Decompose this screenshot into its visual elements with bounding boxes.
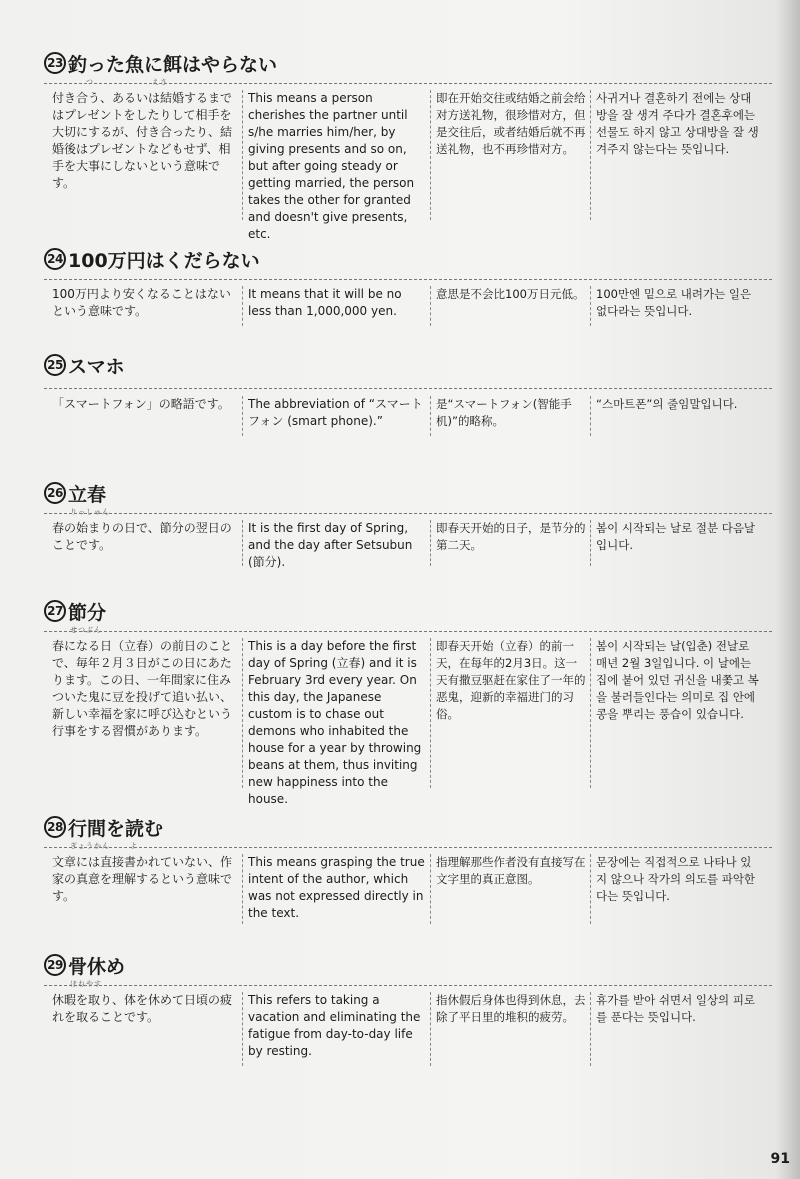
entry-heading — [44, 812, 163, 842]
chinese-explanation: 即在开始交往或结婚之前会给对方送礼物，很珍惜对方，但是交往后，或者结婚后就不再送礼物，也不再珍惜对方。 — [436, 91, 586, 156]
japanese-explanation: 休暇を取り、体を休めて日頃の疲れを取ることです。 — [52, 993, 233, 1024]
entry-heading — [44, 48, 277, 78]
heading-rule — [44, 985, 772, 986]
column-divider — [430, 286, 431, 326]
column-divider — [590, 90, 591, 220]
furigana: つ — [86, 78, 94, 86]
column-divider — [590, 286, 591, 326]
column-divider — [590, 638, 591, 788]
chinese-explanation: 指理解那些作者没有直接写在文字里的真正意图。 — [436, 855, 586, 886]
column-divider — [590, 520, 591, 566]
translation-row — [44, 638, 772, 806]
english-explanation: This refers to taking a vacation and eliminating the fatigue from day-to-day life by resting. — [248, 993, 421, 1058]
entry-title: スマホ — [68, 355, 125, 378]
korean-explanation: 봄이 시작되는 날(입춘) 전날로 매년 2월 3일입니다. 이 날에는 집에 붙어 있던 귀신을 내쫓고 복을 불러들인다는 의미로 집 안에 콩을 뿌리는 풍습이 있습니다. — [596, 639, 759, 721]
furigana: ぎょうかん — [70, 842, 110, 850]
entry-title: 行間を読む — [68, 817, 164, 840]
column-divider — [242, 396, 243, 436]
column-divider — [242, 286, 243, 326]
korean-explanation: 봄이 시작되는 날로 절분 다음날 입니다. — [596, 521, 756, 552]
japanese-explanation: 春になる日（立春）の前日のことで、毎年２月３日がこの日にあたります。この日、一年間家に住みついた鬼に豆を投げて追い払い、新しい幸福を家に呼び込むという行事をする習慣があります。 — [52, 639, 233, 738]
entry-title: 節分 — [68, 601, 107, 624]
heading-rule — [44, 388, 772, 389]
entry-title: 釣った魚に餌はやらない — [68, 53, 278, 76]
entry-number: 25 — [44, 354, 66, 376]
column-divider — [242, 90, 243, 220]
english-explanation: This is a day before the first day of Spring (立春) and it is February 3rd every year. On this day, the Japanese custom is to chase out demons who inhabited the house for a year by throwing beans at them, thus inviting new happiness into the house. — [248, 639, 422, 806]
entry-number: 27 — [44, 600, 66, 622]
chinese-explanation: 指休假后身体也得到休息，去除了平日里的堆积的疲劳。 — [436, 993, 586, 1024]
korean-explanation: 100만엔 밑으로 내려가는 일은 없다라는 뜻입니다. — [596, 287, 752, 318]
column-divider — [242, 854, 243, 924]
column-divider — [430, 854, 431, 924]
column-divider — [430, 396, 431, 436]
korean-explanation: 휴가를 받아 쉬면서 일상의 피로를 푼다는 뜻입니다. — [596, 993, 756, 1024]
japanese-explanation: 「スマートフォン」の略語です。 — [52, 397, 230, 411]
column-divider — [242, 638, 243, 788]
entry-number: 26 — [44, 482, 66, 504]
chinese-explanation: 是“スマートフォン(智能手机)”的略称。 — [436, 397, 572, 428]
heading-rule — [44, 631, 772, 632]
entry-heading — [44, 244, 260, 274]
english-explanation: This means a person cherishes the partner until s/he marries him/her, by giving presents and so on, but after going steady or getting married, the person takes the other for granted and doesn't give presents, etc. — [248, 91, 415, 241]
furigana: せつぶん — [70, 626, 102, 634]
translation-row — [44, 286, 772, 356]
heading-rule — [44, 847, 772, 848]
entry-title: 100万円はくだらない — [68, 249, 260, 272]
page-number: 91 — [770, 1151, 790, 1167]
column-divider — [590, 854, 591, 924]
heading-rule — [44, 83, 772, 84]
entry-number: 29 — [44, 954, 66, 976]
column-divider — [430, 638, 431, 788]
translation-row — [44, 854, 772, 940]
korean-explanation: 문장에는 직접적으로 나타나 있지 않으나 작가의 의도를 파악한다는 뜻입니다. — [596, 855, 756, 903]
entry-number: 24 — [44, 248, 66, 270]
korean-explanation: 사귀거나 결혼하기 전에는 상대방을 잘 생겨 주다가 결혼후에는 선물도 하지 않고 상대방을 잘 생겨주지 않는다는 뜻입니다. — [596, 91, 759, 156]
column-divider — [242, 520, 243, 566]
japanese-explanation: 春の始まりの日で、節分の翌日のことです。 — [52, 521, 232, 552]
entry-heading — [44, 478, 106, 508]
column-divider — [590, 396, 591, 436]
column-divider — [430, 520, 431, 566]
entry-heading — [44, 950, 125, 980]
chinese-explanation: 即春天开始（立春）的前一天，在每年的2月3日。这一天有撒豆驱赶在家住了一年的恶鬼，迎新的幸福进门的习俗。 — [436, 639, 586, 721]
english-explanation: It means that it will be no less than 1,000,000 yen. — [248, 287, 402, 318]
heading-rule — [44, 279, 772, 280]
furigana: りっしゅん — [70, 508, 110, 516]
column-divider — [242, 992, 243, 1066]
entry-number: 23 — [44, 52, 66, 74]
english-explanation: It is the first day of Spring, and the day after Setsubun (節分). — [248, 521, 413, 569]
column-divider — [590, 992, 591, 1066]
korean-explanation: “스마트폰”의 줄임말입니다. — [596, 397, 738, 411]
translation-row — [44, 520, 772, 590]
translation-row — [44, 396, 772, 466]
column-divider — [430, 90, 431, 220]
entry-heading — [44, 596, 106, 626]
english-explanation: The abbreviation of “スマートフォン (smart phone).” — [248, 397, 423, 428]
japanese-explanation: 文章には直接書かれていない、作家の真意を理解するという意味です。 — [52, 855, 233, 903]
furigana: ほねやす — [70, 980, 102, 988]
japanese-explanation: 100万円より安くなることはないという意味です。 — [52, 287, 231, 318]
entry-title: 骨休め — [68, 955, 126, 978]
entry-title: 立春 — [68, 483, 107, 506]
furigana: よ — [130, 842, 138, 850]
entry-number: 28 — [44, 816, 66, 838]
chinese-explanation: 即春天开始的日子，是节分的第二天。 — [436, 521, 586, 552]
chinese-explanation: 意思是不会比100万日元低。 — [436, 287, 585, 301]
translation-row — [44, 90, 772, 268]
furigana: えさ — [152, 78, 168, 86]
translation-row — [44, 992, 772, 1082]
heading-rule — [44, 513, 772, 514]
japanese-explanation: 付き合う、あるいは結婚するまではプレゼントをしたりして相手を大切にするが、付き合ったり、結婚後はプレゼントなどもせず、相手を大事にしないという意味です。 — [52, 91, 233, 190]
english-explanation: This means grasping the true intent of the author, which was not expressed directly in the text. — [248, 855, 425, 920]
entry-heading — [44, 350, 125, 380]
column-divider — [430, 992, 431, 1066]
